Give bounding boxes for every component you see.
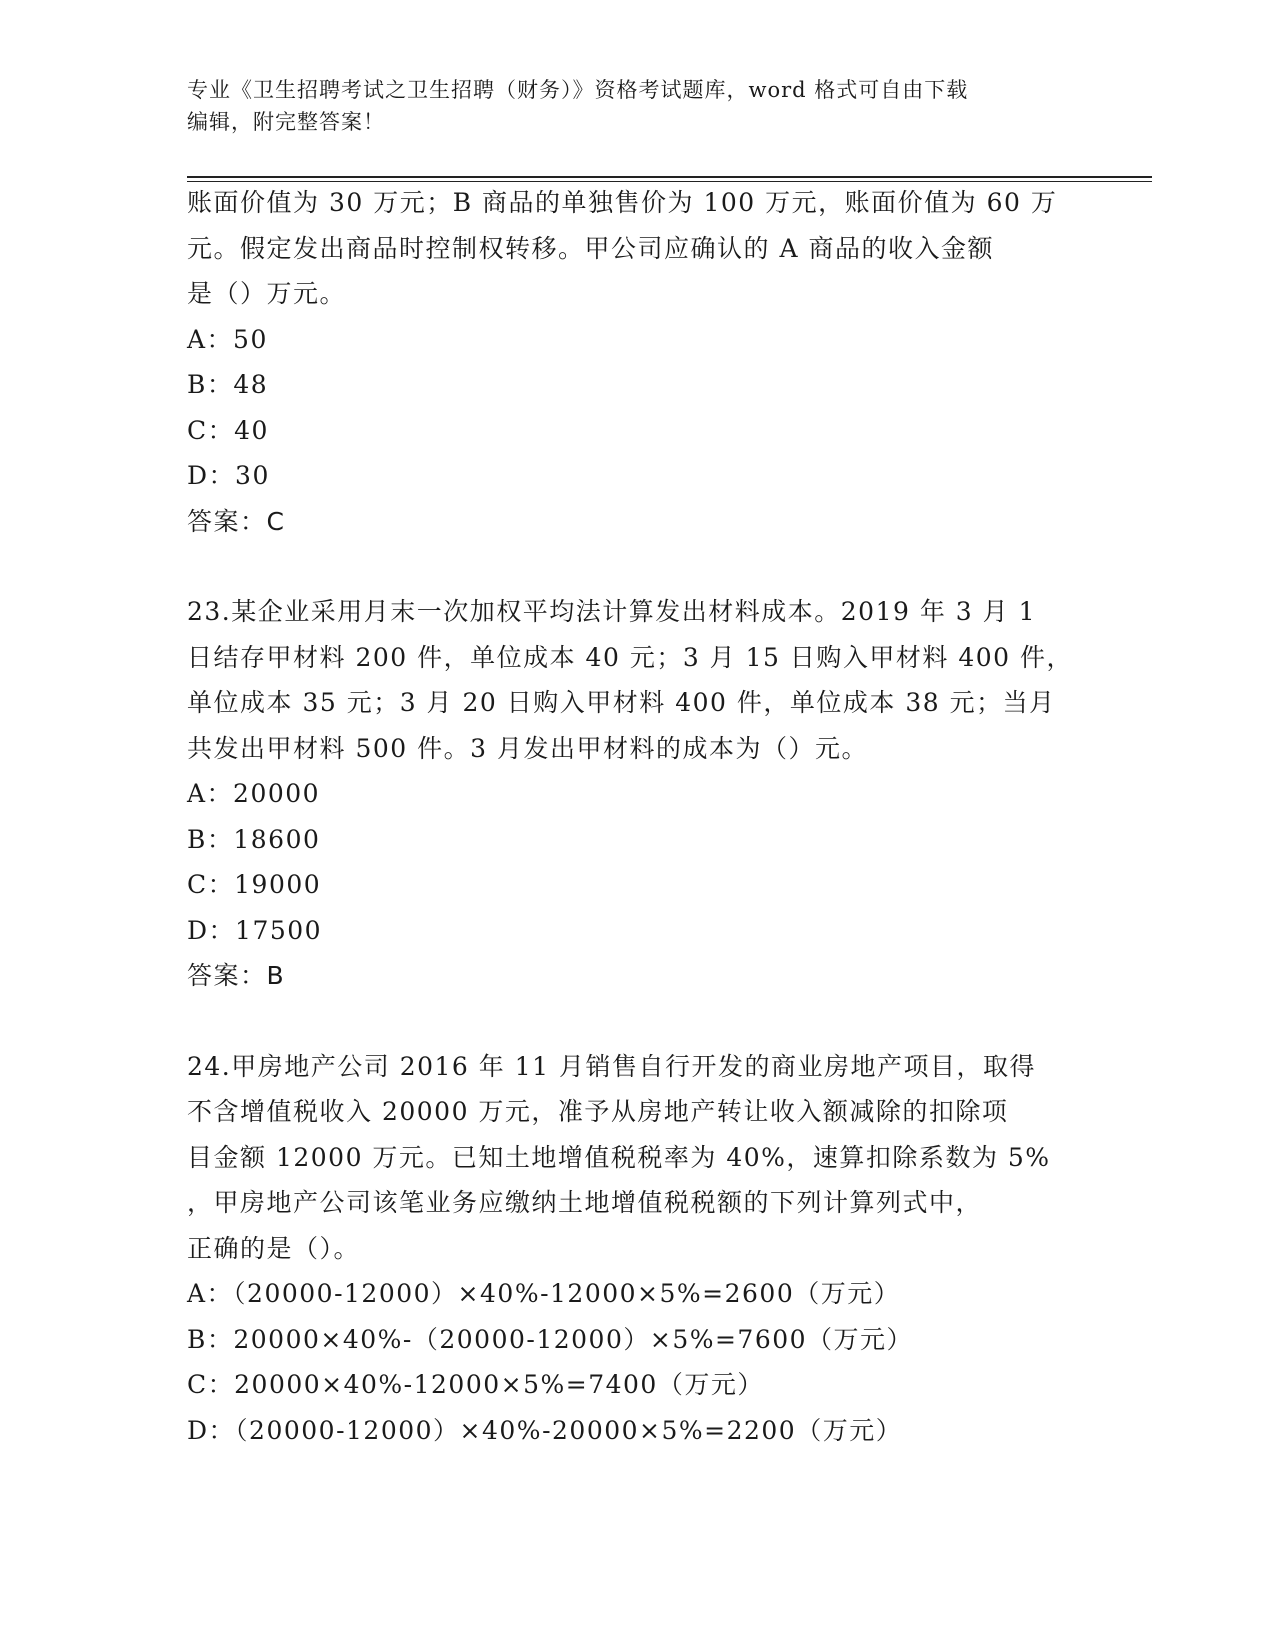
question-stem-line: 账面价值为 30 万元；B 商品的单独售价为 100 万元，账面价值为 60 万 xyxy=(187,188,1058,217)
question-stem-line: 24.甲房地产公司 2016 年 11 月销售自行开发的商业房地产项目，取得 xyxy=(187,1051,1036,1081)
header-rule-thick xyxy=(187,176,1152,178)
option-b: B：18600 xyxy=(187,824,321,854)
spacer xyxy=(187,544,1087,589)
question-stem-line: 共发出甲材料 500 件。3 月发出甲材料的成本为（）元。 xyxy=(187,733,868,763)
document-header xyxy=(187,74,1067,138)
answer-line: 答案：B xyxy=(187,961,286,990)
option-a: A：20000 xyxy=(187,779,321,808)
option-d: D：17500 xyxy=(187,915,323,945)
option-d: D：30 xyxy=(187,461,270,490)
option-d: D：（20000-12000）×40%-20000×5%=2200（万元） xyxy=(187,1415,903,1445)
option-b: B：20000×40%-（20000-12000）×5%=7600（万元） xyxy=(187,1324,914,1354)
question-stem-line: 正确的是（）。 xyxy=(187,1233,361,1263)
question-stem-line: 不含增值税收入 20000 万元，准予从房地产转让收入额减除的扣除项 xyxy=(187,1097,1009,1126)
option-b: B：48 xyxy=(187,370,269,399)
option-c: C：40 xyxy=(187,415,269,445)
question-24 xyxy=(187,1044,1087,1454)
question-stem-line: 是（）万元。 xyxy=(187,279,347,308)
header-line-1: 专业《卫生招聘考试之卫生招聘（财务）》资格考试题库，word 格式可自由下载 xyxy=(187,78,969,102)
option-c: C：19000 xyxy=(187,870,322,899)
header-line-2: 编辑，附完整答案！ xyxy=(187,110,385,134)
question-23 xyxy=(187,589,1087,999)
question-stem-line: 日结存甲材料 200 件，单位成本 40 元；3 月 15 日购入甲材料 400 件， xyxy=(187,642,1073,672)
question-continuation xyxy=(187,180,1087,1453)
question-stem-line: 目金额 12000 万元。已知土地增值税税率为 40%，速算扣除系数为 5% xyxy=(187,1142,1051,1172)
option-a: A：（20000-12000）×40%-12000×5%=2600（万元） xyxy=(187,1279,901,1308)
spacer xyxy=(187,999,1087,1044)
question-stem-line: 元。假定发出商品时控制权转移。甲公司应确认的 A 商品的收入金额 xyxy=(187,233,994,263)
answer-line: 答案：C xyxy=(187,506,286,536)
option-c: C：20000×40%-12000×5%=7400（万元） xyxy=(187,1370,764,1399)
option-a: A：50 xyxy=(187,324,268,354)
question-stem-line: 23.某企业采用月末一次加权平均法计算发出材料成本。2019 年 3 月 1 xyxy=(187,597,1036,626)
question-stem-line: 单位成本 35 元；3 月 20 日购入甲材料 400 件，单位成本 38 元；当月 xyxy=(187,688,1056,717)
question-stem-line: ，甲房地产公司该笔业务应缴纳土地增值税税额的下列计算列式中， xyxy=(187,1188,983,1217)
